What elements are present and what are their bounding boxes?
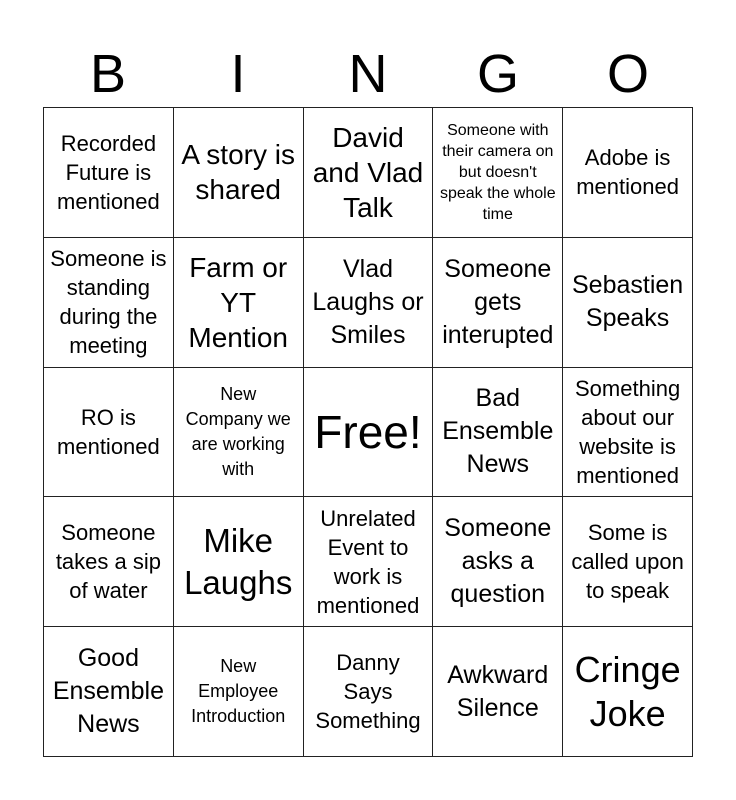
bingo-cell[interactable] [174, 368, 304, 498]
bingo-cell[interactable] [44, 108, 174, 238]
bingo-cell-text: Sebastien Speaks [571, 271, 684, 333]
header-letter-b: B [89, 44, 127, 104]
bingo-cell[interactable] [563, 238, 693, 368]
bingo-cell[interactable] [433, 627, 563, 757]
bingo-cell-text: David and Vlad Talk [312, 121, 424, 223]
bingo-cell[interactable] [433, 108, 563, 238]
bingo-cell-text: Someone is standing during the meeting [50, 246, 167, 359]
bingo-cell[interactable] [563, 497, 693, 627]
free-space-text: Free! [314, 405, 422, 458]
bingo-cell[interactable] [174, 238, 304, 368]
bingo-cell[interactable] [44, 238, 174, 368]
bingo-cell-text: A story is shared [181, 139, 295, 206]
bingo-cell-text: Someone takes a sip of water [55, 520, 161, 604]
bingo-cell[interactable] [433, 238, 563, 368]
bingo-cell[interactable] [174, 627, 304, 757]
bingo-cell-text: Bad Ensemble News [442, 384, 554, 479]
bingo-cell-text: Danny Says Something [315, 650, 421, 734]
bingo-cell-free[interactable] [304, 368, 434, 498]
header-letter-n: N [348, 44, 388, 104]
bingo-cell-text: Some is called upon to speak [571, 520, 684, 604]
bingo-cell[interactable] [433, 497, 563, 627]
header-letter-i: I [230, 44, 246, 104]
bingo-cell-text: Cringe Joke [574, 648, 681, 734]
bingo-cell[interactable] [563, 368, 693, 498]
bingo-cell[interactable] [304, 627, 434, 757]
bingo-cell-text: New Employee Introduction [191, 656, 286, 727]
bingo-cell-text: Vlad Laughs or Smiles [312, 254, 424, 349]
bingo-cell[interactable] [44, 497, 174, 627]
bingo-header [43, 40, 693, 108]
bingo-cell-text: Unrelated Event to work is mentioned [316, 505, 420, 618]
bingo-cell-text: Good Ensemble News [52, 644, 164, 739]
bingo-cell[interactable] [563, 108, 693, 238]
bingo-cell[interactable] [174, 497, 304, 627]
bingo-cell-text: RO is mentioned [57, 404, 160, 459]
bingo-cell[interactable] [304, 238, 434, 368]
bingo-cell[interactable] [174, 108, 304, 238]
bingo-cell-text: New Company we are working with [185, 383, 291, 479]
bingo-cell[interactable] [433, 368, 563, 498]
bingo-cell[interactable] [44, 368, 174, 498]
bingo-cell[interactable] [563, 627, 693, 757]
bingo-cell-text: Recorded Future is mentioned [57, 130, 160, 214]
bingo-card-grid [43, 107, 693, 757]
bingo-cell-text: Someone asks a question [444, 514, 552, 609]
bingo-cell-text: Mike Laughs [184, 521, 293, 601]
bingo-cell[interactable] [304, 497, 434, 627]
bingo-cell-text: Awkward Silence [447, 660, 549, 722]
header-letter-g: G [476, 44, 519, 104]
bingo-cell[interactable] [44, 627, 174, 757]
bingo-cell[interactable] [304, 108, 434, 238]
bingo-cell-text: Someone with their camera on but doesn't speak the whole time [439, 121, 556, 223]
bingo-cell-text: Adobe is mentioned [576, 145, 679, 200]
bingo-cell-text: Someone gets interupted [442, 254, 554, 349]
bingo-cell-text: Something about our website is mentioned [575, 375, 681, 488]
bingo-cell-text: Farm or YT Mention [188, 251, 288, 353]
header-letter-o: O [606, 44, 649, 104]
